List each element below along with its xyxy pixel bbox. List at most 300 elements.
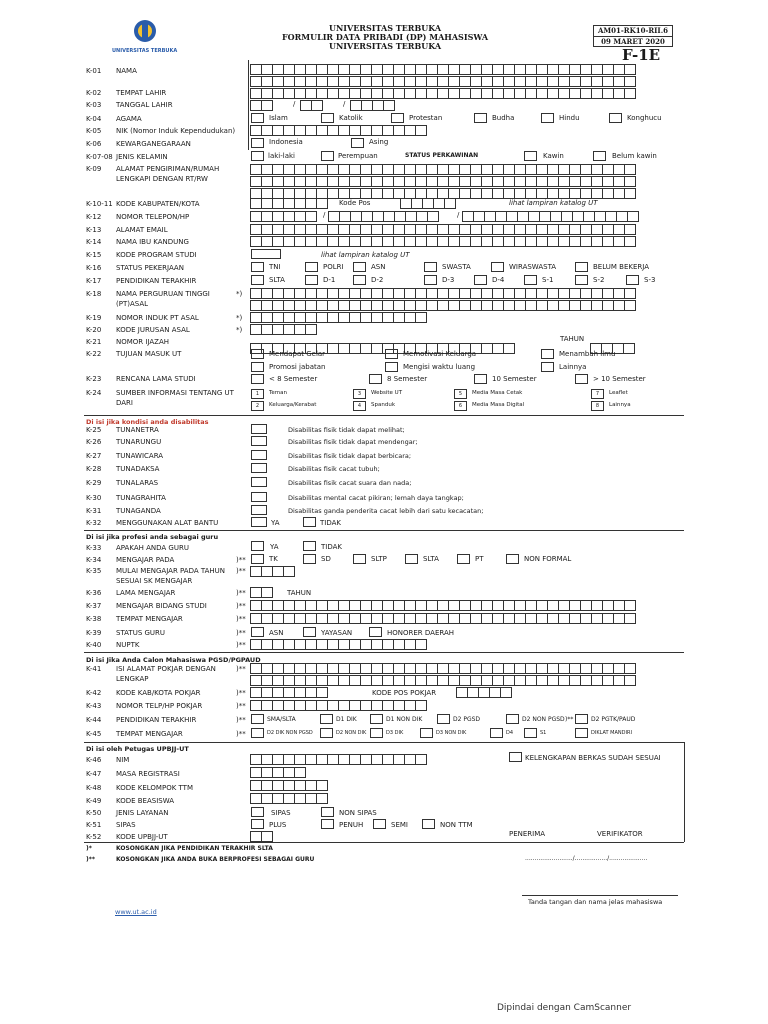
edu-checkbox[interactable] [251,275,264,285]
note2: KOSONGKAN JIKA ANDA BUKA BERPROFESI SEBAGAI GURU [116,856,315,863]
row-code: K-04 [86,115,102,123]
disability-label: TUNANETRA [116,426,159,434]
grid-cell[interactable] [383,100,395,111]
slash: / [323,211,326,219]
grid-cell[interactable] [624,288,636,299]
pgsd-edu-label: SMA/SLTA [267,716,296,723]
source-label: Leaflet [609,390,628,396]
officer-heading: Di isi oleh Petugas UPBJJ-UT [86,745,189,753]
pgsd-teach-checkbox[interactable] [490,728,503,738]
religion-label: Protestan [409,114,443,122]
note1: KOSONGKAN JIKA PENDIDIKAN TERAKHIR SLTA [116,845,273,852]
goal-checkbox[interactable] [251,349,264,359]
edu-checkbox[interactable] [626,275,639,285]
sipas-label: NON TTM [440,821,473,829]
disability-heading: Di isi jika kondisi anda disabilitas [86,418,209,426]
doc-code-box [593,25,673,47]
row-code: K-21 [86,338,102,346]
citizenship-label: Asing [369,138,389,146]
jurusan-grid[interactable] [251,324,317,335]
guru-checkbox[interactable] [303,541,316,551]
grid-cell[interactable] [283,566,295,577]
teacher-star: )** [236,629,246,637]
religion-label: Islam [269,114,288,122]
row-label: KODE PROGRAM STUDI [116,251,197,259]
row-code: K-12 [86,213,102,221]
status-checkbox[interactable] [251,627,264,637]
pokjar-kab[interactable] [251,687,328,698]
nim-pt-grid[interactable] [251,312,427,323]
pgsd-teach-checkbox[interactable] [320,728,333,738]
k35-line2: SESUAI SK MENGAJAR [116,577,193,585]
row-label: TANGGAL LAHIR [116,101,173,109]
kabupaten-grid[interactable] [251,198,328,209]
grid-cell[interactable] [316,793,328,804]
upbjj-grid[interactable] [251,831,273,842]
pgsd-code: K-41 [86,665,102,673]
phone-area-grid[interactable] [251,211,317,222]
grid-cell[interactable] [624,188,636,199]
disability-checkbox[interactable] [251,505,267,515]
disability-checkbox[interactable] [251,492,267,502]
k20-star: *) [236,326,243,334]
beasiswa-grid[interactable] [251,793,328,804]
teacher-label: MENGAJAR BIDANG STUDI [116,602,207,610]
level-label: SLTP [371,555,387,563]
level-label: TK [269,555,278,563]
date-line: ........................./................./.................... [525,855,648,862]
pgsd-edu-label: D2 NON PGSD [522,716,565,723]
edu-checkbox[interactable] [474,275,487,285]
grid-cell[interactable] [305,211,317,222]
pt-asal-grid[interactable] [251,300,636,311]
source-checkbox[interactable]: 3 [353,389,366,399]
grid-cell[interactable] [415,700,427,711]
plan-checkbox[interactable] [575,374,588,384]
grid-cell[interactable] [624,224,636,235]
religion-checkbox[interactable] [609,113,622,123]
pgsd-label: ISI ALAMAT POKJAR DENGAN [116,665,216,673]
title-line-2: FORMULIR DATA PRIBADI (DP) MAHASISWA [281,32,489,42]
level-checkbox[interactable] [506,554,519,564]
row-label: TEMPAT LAHIR [116,89,167,97]
verifikator-label: VERIFIKATOR [597,830,643,838]
grid-cell[interactable] [624,64,636,75]
disability-checkbox[interactable] [251,450,267,460]
teacher-code: K-39 [86,629,102,637]
pokjar-alamat[interactable] [251,675,636,686]
citizenship-checkbox[interactable] [351,138,364,148]
berkas-checkbox[interactable] [509,752,522,762]
slash: / [457,211,460,219]
scanner-watermark: Dipindai dengan CamScanner [497,1003,632,1013]
pgsd-teach-label: S1 [540,730,547,736]
tempat-lahir-grid[interactable] [251,88,636,99]
disability-label: TUNADAKSA [116,465,160,473]
grid-cell[interactable] [261,587,273,598]
row-code: K-15 [86,251,102,259]
teacher-star: )** [236,556,246,564]
pgsd-star: )** [236,665,246,673]
teacher-label: MENGAJAR PADA [116,556,175,564]
grid-cell[interactable] [624,76,636,87]
grid-cell[interactable] [624,600,636,611]
row-label: JENIS KELAMIN [116,153,168,161]
level-label: SLTA [423,555,439,563]
grid-cell[interactable] [305,324,317,335]
edu-label: D-4 [492,276,505,284]
source-label: Teman [269,390,288,396]
sipas-checkbox[interactable] [321,819,334,829]
tidak-checkbox[interactable] [303,517,316,527]
pgsd-teach-label: D4 [506,730,514,736]
grid-cell[interactable] [316,687,328,698]
job-checkbox[interactable] [353,262,366,272]
pokjar-telp[interactable] [251,700,427,711]
job-checkbox[interactable] [305,262,318,272]
row-label: NOMOR INDUK PT ASAL [116,314,199,322]
hp-grid[interactable] [463,211,639,222]
goal-label: Lainnya [559,363,587,371]
goal-checkbox[interactable] [385,349,398,359]
level-checkbox[interactable] [457,554,470,564]
level-checkbox[interactable] [303,554,316,564]
goal-checkbox[interactable] [385,362,398,372]
citizenship-label: Indonesia [269,138,303,146]
grid-cell[interactable] [427,211,439,222]
ttm-grid[interactable] [251,780,328,791]
pgsd-edu-label: D2 PGSD [453,716,481,723]
pgsd-edu-checkbox[interactable] [506,714,519,724]
disability-code: K-27 [86,452,102,460]
lama-grid[interactable] [251,587,273,598]
k41-line2: LENGKAP [116,675,149,683]
grid-cell[interactable] [444,198,456,209]
pokjar-alamat[interactable] [251,663,636,674]
goal-label: Promosi jabatan [269,363,326,371]
row-code: K-06 [86,140,102,148]
grid-cell[interactable] [415,639,427,650]
phone-grid[interactable] [329,211,439,222]
tgl-day[interactable] [251,100,273,111]
status-checkbox[interactable] [369,627,382,637]
disability-desc: Disabilitas fisik tidak dapat mendengar; [288,438,418,446]
tgl-year[interactable] [351,100,395,111]
row-code: K-07-08 [86,153,113,161]
k18-star: *) [236,290,243,298]
row-label: KEWARGANEGARAAN [116,140,191,148]
religion-checkbox[interactable] [321,113,334,123]
frame-bottom [84,842,684,843]
source-checkbox[interactable]: 8 [591,401,604,411]
edu-label: S-1 [542,276,554,284]
katalog-hint: lihat lampiran katalog UT [509,199,598,207]
tgl-month[interactable] [301,100,323,111]
nik-grid[interactable] [251,125,427,136]
goal-label: Menambah ilmu [559,350,616,358]
officer-code: K-50 [86,809,102,817]
pgsd-star: )** [236,716,246,724]
edu-label: S-2 [593,276,605,284]
source-checkbox[interactable]: 4 [353,401,366,411]
pgsd-teach-checkbox[interactable] [420,728,433,738]
plan-checkbox[interactable] [369,374,382,384]
edu-checkbox[interactable] [524,275,537,285]
edu-checkbox[interactable] [575,275,588,285]
row-label: ALAMAT EMAIL [116,226,168,234]
pgsd-edu-checkbox[interactable] [370,714,383,724]
layanan-checkbox[interactable] [321,807,334,817]
source-checkbox[interactable]: 7 [591,389,604,399]
sipas-label: PLUS [269,821,287,829]
disability-checkbox[interactable] [251,477,267,487]
grid-cell[interactable] [624,164,636,175]
job-label: TNI [269,263,281,271]
teacher-code: K-34 [86,556,102,564]
gender-label: laki-laki [268,152,295,160]
row-label: STATUS PEKERJAAN [116,264,184,272]
row-label: SUMBER INFORMASI TENTANG UT [116,389,234,397]
disability-label: TUNAGRAHITA [116,494,166,502]
masa-grid[interactable] [251,767,306,778]
gender-checkbox[interactable] [251,151,264,161]
source-label: Spanduk [371,402,396,408]
k09-line2: LENGKAPI DENGAN RT/RW [116,175,208,183]
goal-checkbox[interactable] [541,349,554,359]
bidang-grid[interactable] [251,600,636,611]
nama-grid-2[interactable] [251,76,636,87]
teacher-label: LAMA MENGAJAR [116,589,176,597]
edu-label: SLTA [269,276,285,284]
grid-cell[interactable] [316,198,328,209]
job-checkbox[interactable] [491,262,504,272]
tahun-label: TAHUN [560,335,585,343]
ibu-grid[interactable] [251,236,636,247]
k24-line2: DARI [116,399,133,407]
disability-desc: Disabilitas fisik cacat suara dan nada; [288,479,412,487]
plan-label: 8 Semester [387,375,428,383]
source-label: Media Masa Cetak [472,390,523,396]
ut-link[interactable]: www.ut.ac.id [115,908,157,916]
job-checkbox[interactable] [424,262,437,272]
edu-checkbox[interactable] [424,275,437,285]
teacher-code: K-38 [86,615,102,623]
row-code: K-14 [86,238,102,246]
pgsd-edu-label: D1 NON DIK [386,716,423,723]
pt-asal-grid[interactable] [251,288,636,299]
mulai-tahun-grid[interactable] [251,566,295,577]
teacher-label: STATUS GURU [116,629,166,637]
grid-cell[interactable] [624,236,636,247]
grid-cell[interactable] [261,100,273,111]
job-label: WIRASWASTA [509,263,557,271]
source-checkbox[interactable]: 6 [454,401,467,411]
email-grid[interactable] [251,224,636,235]
officer-label: KODE KELOMPOK TTM [116,784,193,792]
marital-checkbox[interactable] [524,151,537,161]
disability-label: TUNAGANDA [116,507,161,515]
plan-checkbox[interactable] [251,374,264,384]
frame-right [684,742,685,842]
disability-label: MENGGUNAKAN ALAT BANTU [116,519,219,527]
section-line-teacher [84,530,684,531]
source-checkbox[interactable]: 2 [251,401,264,411]
layanan-checkbox[interactable] [251,807,264,817]
religion-checkbox[interactable] [474,113,487,123]
pgsd-edu-checkbox[interactable] [575,714,588,724]
edu-checkbox[interactable] [305,275,318,285]
goal-checkbox[interactable] [251,362,264,372]
pgsd-teach-checkbox[interactable] [524,728,537,738]
grid-cell[interactable] [624,88,636,99]
disability-checkbox[interactable] [251,436,267,446]
row-code: K-17 [86,277,102,285]
disability-desc: Disabilitas mental cacat pikiran; lemah daya tangkap; [288,494,464,502]
row-code: K-24 [86,389,102,397]
row-label: PENDIDIKAN TERAKHIR [116,277,197,285]
row-label: KODE KABUPATEN/KOTA [116,200,200,208]
level-checkbox[interactable] [353,554,366,564]
doc-code: AM01-RK10-RII.6 [597,26,669,35]
citizenship-checkbox[interactable] [251,138,264,148]
pgsd-teach-checkbox[interactable] [575,728,588,738]
disability-label: TUNAWICARA [116,452,164,460]
religion-label: Konghucu [627,114,662,122]
grid-cell[interactable] [415,312,427,323]
source-checkbox[interactable]: 1 [251,389,264,399]
officer-label: SIPAS [116,821,136,829]
pgsd-code: K-44 [86,716,102,724]
grid-cell[interactable] [623,343,635,354]
sipas-checkbox[interactable] [251,819,264,829]
grid-cell[interactable] [624,663,636,674]
kode-pos-grid[interactable] [401,198,456,209]
plan-label: < 8 Semester [269,375,318,383]
level-label: NON FORMAL [524,555,572,563]
grid-cell[interactable] [624,613,636,624]
disability-code: K-31 [86,507,102,515]
alamat-grid[interactable] [251,176,636,187]
level-label: SD [321,555,331,563]
level-checkbox[interactable] [405,554,418,564]
penerima-label: PENERIMA [509,830,546,838]
teacher-star: )** [236,567,246,575]
kode-pos-label: Kode Pos [339,199,371,207]
disability-code: K-25 [86,426,102,434]
religion-checkbox[interactable] [541,113,554,123]
pgsd-teach-checkbox[interactable] [251,728,264,738]
grid-cell[interactable] [415,125,427,136]
grid-cell[interactable] [624,675,636,686]
nuptk-grid[interactable] [251,639,427,650]
teacher-code: K-35 [86,567,102,575]
sipas-checkbox[interactable] [373,819,386,829]
pgsd-teach-label: D3 NON DIK [436,730,467,736]
level-checkbox[interactable] [251,554,264,564]
alamat-grid[interactable] [251,164,636,175]
edu-checkbox[interactable] [353,275,366,285]
gender-checkbox[interactable] [321,151,334,161]
row-code: K-09 [86,165,102,173]
job-checkbox[interactable] [575,262,588,272]
edu-label: D-3 [442,276,455,284]
grid-cell[interactable] [627,211,639,222]
plan-checkbox[interactable] [474,374,487,384]
marital-checkbox[interactable] [593,151,606,161]
row-label: NAMA [116,67,137,75]
goal-label: Memotivasi Keluarga [403,350,477,358]
prodi-box[interactable] [251,249,281,259]
religion-checkbox[interactable] [391,113,404,123]
disability-checkbox[interactable] [251,424,267,434]
nama-grid[interactable] [251,64,636,75]
marital-option: Kawin [543,152,564,160]
pgsd-code: K-42 [86,689,102,697]
pokjar-pos[interactable] [457,687,512,698]
tempat-grid[interactable] [251,613,636,624]
guru-checkbox[interactable] [251,541,264,551]
pgsd-star: )** [236,689,246,697]
grid-cell[interactable] [503,343,515,354]
grid-cell[interactable] [316,780,328,791]
status-checkbox[interactable] [303,627,316,637]
row-label: ALAMAT PENGIRIMAN/RUMAH [116,165,220,173]
source-checkbox[interactable]: 5 [454,389,467,399]
pgsd-edu-label: D1 DIK [336,716,357,723]
form-code: F-1E [622,46,661,64]
grid-cell[interactable] [311,100,323,111]
disability-desc: Disabilitas fisik cacat tubuh; [288,465,380,473]
status-label: HONORER DAERAH [387,629,455,637]
disability-checkbox[interactable] [251,517,267,527]
pgsd-edu-checkbox[interactable] [320,714,333,724]
grid-cell[interactable] [261,831,273,842]
disability-code: K-32 [86,519,102,527]
pgsd-teach-label: D2 NON DIK [336,730,367,736]
grid-cell[interactable] [294,767,306,778]
nim-grid[interactable] [251,754,427,765]
disability-desc: Disabilitas fisik tidak dapat melihat; [288,426,405,434]
pgsd-edu-checkbox[interactable] [251,714,264,724]
pgsd-code: K-43 [86,702,102,710]
pgsd-edu-checkbox[interactable] [437,714,450,724]
job-checkbox[interactable] [251,262,264,272]
grid-cell[interactable] [500,687,512,698]
sipas-checkbox[interactable] [422,819,435,829]
lama-tahun: TAHUN [287,589,312,597]
disability-checkbox[interactable] [251,463,267,473]
section-line-pgsd [84,652,684,653]
religion-checkbox[interactable] [251,113,264,123]
row-code: K-20 [86,326,102,334]
goal-checkbox[interactable] [541,362,554,372]
marital-option: Belum kawin [612,152,657,160]
grid-cell[interactable] [624,176,636,187]
row-code: K-18 [86,290,102,298]
disability-label: TUNARUNGU [116,438,162,446]
source-label: Keluarga/Kerabat [269,402,317,408]
grid-cell[interactable] [624,300,636,311]
source-label: Website UT [371,390,403,396]
pgsd-label: KODE KAB/KOTA POKJAR [116,689,201,697]
pgsd-teach-checkbox[interactable] [370,728,383,738]
grid-cell[interactable] [415,754,427,765]
signature-line [522,895,678,896]
sipas-label: PENUH [339,821,364,829]
logo-text: UNIVERSITAS TERBUKA [112,48,178,54]
note2-mark: )** [86,856,96,863]
sipas-label: SEMI [391,821,408,829]
